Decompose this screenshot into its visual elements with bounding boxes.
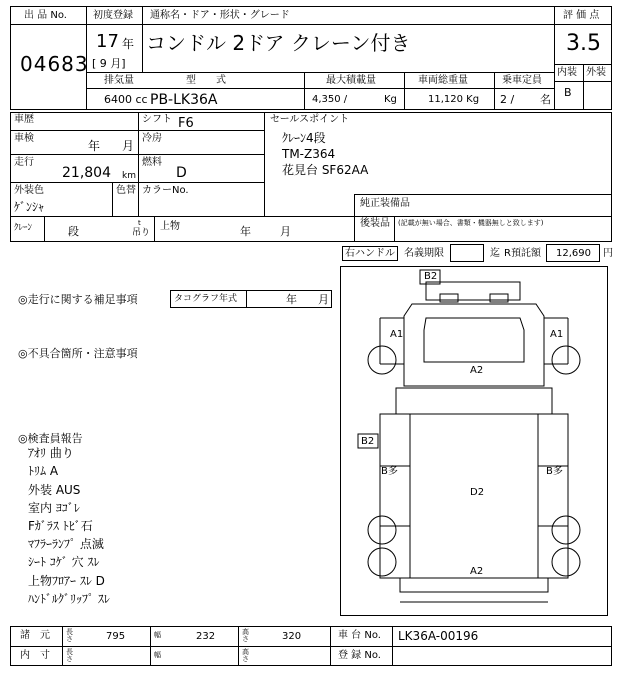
- divider: [138, 112, 139, 216]
- mark-a2-cab: A2: [470, 365, 484, 376]
- divider: [112, 182, 113, 216]
- inner-length-label: 長さ: [66, 648, 73, 664]
- displacement: 6400 cc: [104, 93, 148, 106]
- recycle-amount: 12,690: [556, 248, 591, 259]
- shift-label: シフト: [142, 114, 172, 125]
- report-line: ﾊﾝﾄﾞﾙｸﾞﾘｯﾌﾟ ｽﾚ: [28, 592, 110, 606]
- wheel-rear-right-1: [552, 516, 580, 544]
- divider: [392, 626, 393, 666]
- divider: [10, 216, 612, 217]
- upper-label: 上物: [160, 221, 180, 232]
- first-reg-year: 17: [96, 31, 119, 52]
- divider: [10, 154, 264, 155]
- divider: [142, 6, 143, 72]
- divider: [10, 182, 264, 183]
- chassis-label: 車 台 No.: [338, 630, 381, 641]
- exterior-color-label: 外装色: [14, 185, 44, 196]
- tacho-label: タコグラフ年式: [174, 294, 238, 304]
- left-door: [380, 318, 404, 364]
- report-line: ﾄﾘﾑ A: [28, 464, 59, 478]
- aftermarket-note: (記載が無い場合、書類・機器無しと致します): [398, 219, 544, 227]
- tacho-month: 月: [318, 293, 329, 306]
- supplement-title: ◎走行に関する補足事項: [18, 293, 138, 306]
- wheel-rear-right-2: [552, 548, 580, 576]
- divider: [10, 646, 612, 647]
- interior-grade: B: [564, 86, 572, 99]
- divider: [394, 216, 395, 242]
- report-line: Fｶﾞﾗｽ ﾄﾋﾞ石: [28, 519, 93, 533]
- recycle-label: R預託額: [504, 248, 541, 259]
- mark-b-right: B多: [546, 466, 563, 477]
- divider: [44, 216, 45, 242]
- sales-point-line: ｸﾚｰﾝ4段: [282, 131, 326, 145]
- length-value: 795: [106, 631, 126, 642]
- sales-point-line: TM-Z364: [282, 147, 336, 161]
- mark-a2-rear: A2: [470, 566, 484, 577]
- model: PB-LK36A: [150, 92, 218, 108]
- displacement-label: 排気量: [104, 75, 134, 86]
- wheel-front-left: [368, 346, 396, 374]
- lot-no: 04683: [20, 52, 89, 76]
- inner-label: 内 寸: [20, 650, 50, 661]
- first-reg-label: 初度登録: [93, 10, 133, 21]
- truck-diagram: [340, 266, 608, 616]
- right-door: [544, 318, 568, 364]
- mileage-label: 走行: [14, 157, 34, 168]
- divider: [246, 290, 247, 308]
- name-change-label: 名義期限: [404, 248, 444, 259]
- gross-weight: 11,120 Kg: [428, 94, 480, 105]
- name-change-box: [450, 244, 484, 262]
- divider: [354, 194, 612, 195]
- wheel-rear-left-2: [368, 548, 396, 576]
- report-line: ｱｵﾘ 曲り: [28, 446, 74, 460]
- registration-label: 登 録 No.: [338, 650, 381, 661]
- max-load-unit: Kg: [384, 94, 397, 105]
- divider: [86, 88, 554, 89]
- divider: [86, 72, 554, 73]
- mark-a1-left: A1: [390, 329, 404, 340]
- divider: [554, 24, 612, 25]
- divider: [304, 72, 305, 110]
- bed-outline: [380, 388, 568, 578]
- mirror-left: [440, 294, 458, 302]
- inspector-title: ◎検査員報告: [18, 432, 83, 445]
- height-value: 320: [282, 631, 302, 642]
- divider: [330, 626, 331, 666]
- width-label: 幅: [154, 631, 161, 639]
- score-label: 評 価 点: [563, 10, 600, 21]
- divider: [86, 24, 554, 25]
- year-unit: 年: [122, 37, 135, 51]
- divider: [554, 6, 555, 110]
- gross-weight-label: 車両総重量: [418, 75, 468, 86]
- upper-year: 年: [240, 225, 251, 238]
- mark-a1-right: A1: [550, 329, 564, 340]
- car-name: コンドル 2ドア クレーン付き: [146, 31, 411, 55]
- divider: [62, 626, 63, 666]
- mileage: 21,804: [62, 165, 111, 181]
- capacity-unit: 名: [540, 93, 551, 106]
- windshield: [424, 318, 524, 362]
- divider: [404, 72, 405, 110]
- mirror-right: [490, 294, 508, 302]
- right-handle: 右ハンドル: [345, 248, 395, 259]
- name-label: 通称名・ドア・形状・グレード: [150, 10, 290, 21]
- capacity-label: 乗車定員: [502, 75, 542, 86]
- dims-label: 諸 元: [20, 630, 50, 641]
- ac-label: 冷房: [142, 133, 162, 144]
- mark-d2: D2: [470, 487, 485, 498]
- inner-height-label: 高さ: [242, 648, 249, 664]
- inspection-year: 年: [88, 139, 101, 153]
- length-label: 長さ: [66, 628, 73, 644]
- divider: [583, 64, 584, 110]
- model-label: 型 式: [186, 75, 226, 86]
- history-label: 車歴: [14, 114, 34, 125]
- divider: [10, 24, 86, 25]
- chassis-no: LK36A-00196: [398, 629, 479, 643]
- divider: [238, 626, 239, 666]
- sales-point-line: 花見台 SF62AA: [282, 163, 369, 177]
- height-label: 高さ: [242, 628, 249, 644]
- divider: [554, 81, 612, 82]
- sales-point-label: セールスポイント: [270, 114, 350, 125]
- report-line: 外装 AUS: [28, 483, 81, 497]
- recycle-unit: 円: [603, 248, 613, 259]
- max-load: 4,350 /: [312, 94, 348, 105]
- wheel-rear-left-1: [368, 516, 396, 544]
- inspection-month: 月: [122, 139, 135, 153]
- crane-lift: 吊り: [132, 228, 151, 238]
- tailgate: [400, 578, 548, 592]
- exterior-label: 外装: [586, 67, 606, 78]
- score: 3.5: [566, 31, 601, 56]
- upper-month: 月: [280, 225, 291, 238]
- report-line: ﾏﾌﾗｰﾗﾝﾌﾟ 点滅: [28, 537, 104, 551]
- divider: [494, 72, 495, 110]
- exterior-color: ｹﾞﾝｼｬ: [14, 200, 45, 214]
- mileage-unit: km: [122, 171, 136, 181]
- fuel-value: D: [176, 165, 187, 181]
- capacity: 2 /: [500, 93, 515, 106]
- max-load-label: 最大積載量: [326, 75, 376, 86]
- wheel-front-right: [552, 346, 580, 374]
- divider: [150, 626, 151, 666]
- report-line: 室内 ﾖｺﾞﾚ: [28, 501, 80, 515]
- inner-width-label: 幅: [154, 651, 161, 659]
- mark-b-left: B多: [381, 466, 398, 477]
- shift-value: F6: [178, 116, 194, 131]
- divider: [354, 194, 355, 242]
- divider: [264, 112, 265, 216]
- mark-b2-top: B2: [424, 271, 438, 282]
- interior-label: 内装: [557, 67, 577, 78]
- divider: [154, 216, 155, 242]
- first-reg-month: [ 9 月]: [92, 57, 126, 70]
- tax-label: 迄: [490, 248, 500, 259]
- report-line: 上物ﾌﾛｱｰ ｽﾚ D: [28, 574, 105, 588]
- tacho-year: 年: [286, 293, 297, 306]
- crane-label: ｸﾚｰﾝ: [14, 223, 33, 233]
- divider: [10, 130, 264, 131]
- color-no-label2: カラーNo.: [142, 185, 189, 196]
- width-value: 232: [196, 631, 216, 642]
- crane-tons: t: [138, 219, 141, 227]
- mark-b2-side: B2: [361, 436, 375, 447]
- report-line: ｼｰﾄ ｺｹﾞ 穴 ｽﾚ: [28, 555, 100, 569]
- fuel-label: 燃料: [142, 157, 162, 168]
- aftermarket-label: 後装品: [360, 218, 390, 229]
- defect-title: ◎不具合箇所・注意事項: [18, 347, 138, 360]
- inspection-label: 車検: [14, 133, 34, 144]
- genuine-equipment-label: 純正装備品: [360, 198, 410, 209]
- crane-stage: 段: [68, 225, 79, 238]
- color-no-label: 色替: [116, 185, 136, 196]
- lot-no-label: 出 品 No.: [24, 10, 67, 21]
